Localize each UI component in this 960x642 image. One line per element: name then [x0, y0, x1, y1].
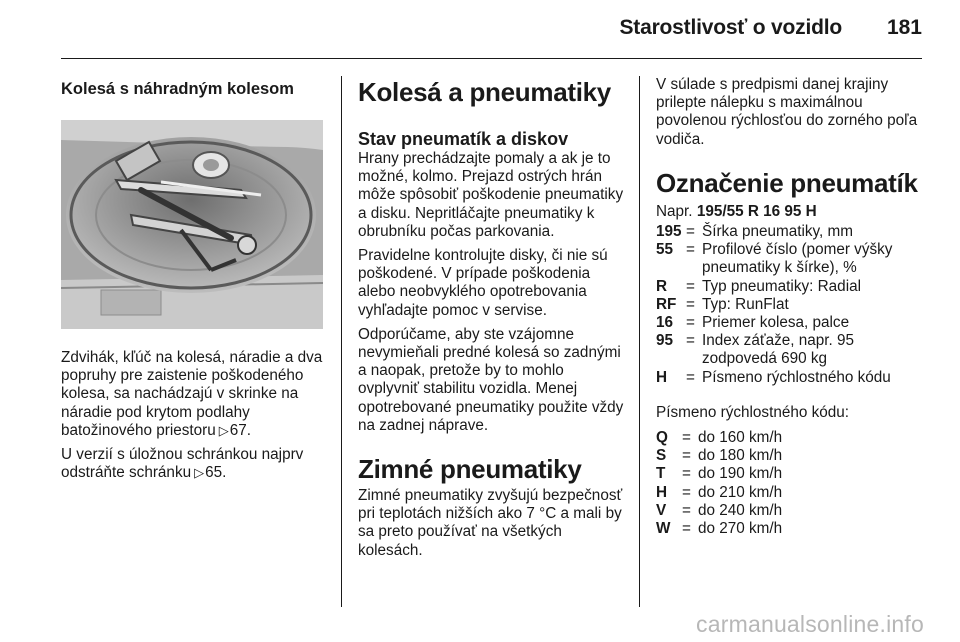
- definition-value: Typ: RunFlat: [702, 295, 789, 313]
- speed-letter: S: [656, 447, 667, 465]
- definition-key: 195: [656, 223, 682, 241]
- equals-sign: =: [686, 314, 695, 332]
- definition-value: Písmeno rýchlostného kódu: [702, 368, 891, 386]
- speed-code-table: [656, 429, 924, 538]
- example-prefix: Napr.: [656, 202, 693, 220]
- speed-letter: T: [656, 465, 666, 483]
- speed-row: [656, 502, 924, 520]
- subheading-tyre-condition: Stav pneumatík a diskov: [358, 129, 569, 149]
- speed-row: [656, 520, 924, 538]
- speed-value: do 190 km/h: [698, 465, 783, 483]
- speed-letter: W: [656, 520, 671, 538]
- header-rule: [61, 58, 922, 59]
- tyre-code-definitions: [656, 223, 924, 387]
- paragraph-text: U verzií s úložnou schránkou najprv odstráňte schránku: [61, 446, 304, 482]
- page-reference[interactable]: 65.: [205, 464, 227, 482]
- page-reference-icon: ▷: [194, 465, 205, 481]
- speed-row: [656, 447, 924, 465]
- definition-key: 95: [656, 332, 674, 350]
- definition-value: Priemer kolesa, palce: [702, 314, 850, 332]
- tyre-condition-paragraph-1: Hrany prechádzajte pomaly a ak je to možné, kolmo. Prejazd ostrých hrán môže spôsobiť poškodenie pneumatiky a disku. Nepritláčajte pneumatiky k obrubníku počas parkovania.: [358, 150, 624, 240]
- equals-sign: =: [686, 241, 695, 259]
- definition-value: Typ pneumatiky: Radial: [702, 277, 861, 295]
- equals-sign: =: [682, 520, 691, 538]
- equals-sign: =: [682, 483, 691, 501]
- running-header-title: Starostlivosť o vozidlo: [619, 16, 842, 39]
- section-heading-tyre-designations: Označenie pneumatík: [656, 167, 918, 198]
- equals-sign: =: [682, 429, 691, 447]
- definition-key: 16: [656, 314, 674, 332]
- spare-wheel-illustration: [61, 120, 323, 329]
- definition-row: [656, 241, 924, 277]
- speed-letter: H: [656, 483, 668, 501]
- tyre-condition-paragraph-3: Odporúčame, aby ste vzájomne nevymieňali predné kolesá so zadnými a naopak, pretože by to mohlo ovplyvniť stabilitu vozidla. Menej opotrebované pneumatiky použite vždy na zadnej náprave.: [358, 325, 624, 434]
- equals-sign: =: [686, 223, 695, 241]
- speed-value: do 240 km/h: [698, 501, 783, 519]
- equals-sign: =: [686, 332, 695, 350]
- page-reference-icon: ▷: [218, 422, 229, 438]
- watermark: carmanualsonline.info: [696, 611, 924, 637]
- definition-row: [656, 369, 924, 387]
- section-heading-spare-wheel: Kolesá s náhradným kolesom: [61, 80, 294, 98]
- definition-key: RF: [656, 295, 677, 313]
- speed-value: do 160 km/h: [698, 429, 783, 447]
- definition-key: 55: [656, 241, 674, 259]
- definition-value: Šírka pneumatiky, mm: [702, 223, 854, 241]
- definition-row: [656, 223, 924, 241]
- definition-row: [656, 278, 924, 296]
- paragraph-text: Zdvihák, kľúč na kolesá, náradie a dva popruhy pre zaistenie poškodeného kolesa, sa nachádzajú v skrinke na náradie pod krytom podlahy batožinového priestoru: [61, 349, 323, 439]
- column-2: [358, 76, 626, 560]
- speed-row: [656, 465, 924, 483]
- speed-value: do 180 km/h: [698, 447, 783, 465]
- section-heading-winter-tyres: Zimné pneumatiky: [358, 454, 582, 485]
- speed-letter: V: [656, 501, 667, 519]
- speed-code-title: Písmeno rýchlostného kódu:: [656, 403, 850, 421]
- column-divider-2: [639, 76, 640, 607]
- equals-sign: =: [686, 368, 695, 386]
- definition-key: R: [656, 277, 668, 295]
- spare-wheel-paragraph-2: [61, 446, 329, 482]
- definition-value: Index záťaže, napr. 95 zodpovedá 690 kg: [702, 332, 855, 368]
- page-number: 181: [886, 16, 922, 39]
- tyre-condition-paragraph-2: Pravidelne kontrolujte disky, či nie sú poškodené. V prípade poškodenia alebo neobvyklého opotrebovania vyhľadajte pomoc v servise.: [358, 247, 608, 319]
- winter-tyres-paragraph: Zimné pneumatiky zvyšujú bezpečnosť pri teplotách nižších ako 7 °C a mali by sa preto používať na všetkých kolesách.: [358, 487, 623, 559]
- column-divider-1: [341, 76, 342, 607]
- speed-letter: Q: [656, 429, 668, 447]
- equals-sign: =: [682, 465, 691, 483]
- speed-row: [656, 429, 924, 447]
- tyre-code-example: [656, 203, 924, 221]
- spare-wheel-paragraph-1: [61, 349, 329, 440]
- example-tyre-code: 195/55 R 16 95 H: [696, 202, 817, 220]
- speed-value: do 270 km/h: [698, 520, 783, 538]
- speed-row: [656, 484, 924, 502]
- equals-sign: =: [682, 447, 691, 465]
- equals-sign: =: [682, 501, 691, 519]
- definition-row: [656, 314, 924, 332]
- definition-key: H: [656, 368, 668, 386]
- definition-value: Profilové číslo (pomer výšky pneumatiky k šírke), %: [702, 241, 893, 277]
- section-heading-wheels-tyres: Kolesá a pneumatiky: [358, 77, 611, 107]
- equals-sign: =: [686, 295, 695, 313]
- definition-row: [656, 332, 924, 368]
- column-1: [61, 76, 329, 482]
- definition-row: [656, 296, 924, 314]
- column-3: [656, 76, 924, 538]
- page-reference[interactable]: 67.: [229, 421, 252, 439]
- speed-sticker-paragraph: V súlade s predpismi danej krajiny prilepte nálepku s maximálnou povolenou rýchlosťou do zorného poľa vodiča.: [656, 76, 918, 148]
- spare-wheel-photo: [61, 120, 323, 329]
- equals-sign: =: [686, 277, 695, 295]
- speed-value: do 210 km/h: [698, 483, 783, 501]
